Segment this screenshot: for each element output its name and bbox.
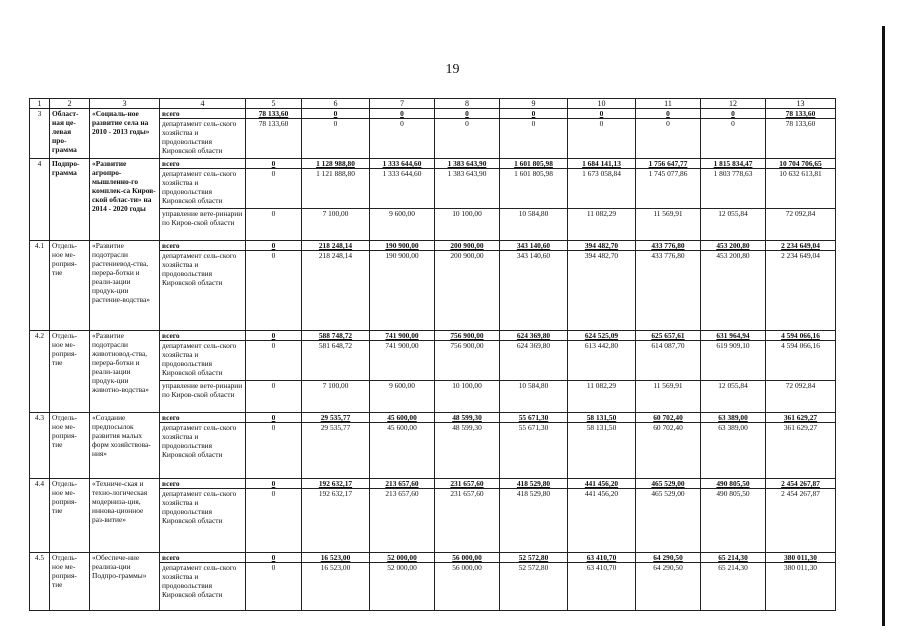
value-cell: 10 704 706,65 (766, 159, 836, 169)
executor-cell: департамент сель-ского хозяйства и продовольствия Кировской области (160, 489, 246, 553)
value-cell: 361 629,27 (766, 413, 836, 423)
row-number: 4 (30, 159, 50, 241)
value-cell: 231 657,60 (435, 479, 500, 489)
value-cell: 1 745 077,86 (636, 169, 701, 209)
value-cell: 213 657,60 (370, 479, 435, 489)
value-cell: 45 600,00 (370, 423, 435, 479)
row-status: Отдель-ное ме-роприя-тие (50, 331, 90, 413)
header-cell: 7 (370, 99, 435, 109)
executor-cell: департамент сель-ского хозяйства и продовольствия Кировской области (160, 423, 246, 479)
value-cell: 380 011,30 (766, 553, 836, 563)
value-cell: 231 657,60 (435, 489, 500, 553)
value-cell: 0 (370, 109, 435, 119)
table-row (30, 159, 836, 169)
executor-cell: департамент сель-ского хозяйства и продовольствия Кировской области (160, 119, 246, 159)
value-cell: 581 648,72 (302, 341, 370, 381)
value-cell: 10 632 613,81 (766, 169, 836, 209)
value-cell: 78 133,60 (766, 109, 836, 119)
value-cell: 200 900,00 (435, 251, 500, 331)
value-cell: 1 601 805,98 (500, 159, 568, 169)
value-cell: 218 248,14 (302, 251, 370, 331)
table-row (30, 553, 836, 563)
value-cell: 343 140,60 (500, 241, 568, 251)
row-number: 4.3 (30, 413, 50, 479)
value-cell: 218 248,14 (302, 241, 370, 251)
value-cell: 58 131,50 (568, 413, 636, 423)
value-cell: 1 383 643,90 (435, 169, 500, 209)
value-cell: 78 133,60 (246, 109, 302, 119)
value-cell: 0 (568, 109, 636, 119)
value-cell: 48 599,30 (435, 423, 500, 479)
value-cell: 63 389,00 (701, 423, 766, 479)
row-status: Отдель-ное ме-роприя-тие (50, 241, 90, 331)
value-cell: 63 410,70 (568, 563, 636, 611)
value-cell: 55 671,30 (500, 423, 568, 479)
value-cell: 29 535,77 (302, 423, 370, 479)
value-cell: 0 (636, 119, 701, 159)
value-cell: 0 (246, 341, 302, 381)
value-cell: 613 442,80 (568, 341, 636, 381)
value-cell: 343 140,60 (500, 251, 568, 331)
value-cell: 1 803 778,63 (701, 169, 766, 209)
value-cell: 441 456,20 (568, 479, 636, 489)
value-cell: 588 748,72 (302, 331, 370, 341)
executor-cell: департамент сель-ского хозяйства и продовольствия Кировской области (160, 169, 246, 209)
value-cell: 11 082,29 (568, 381, 636, 413)
value-cell: 1 121 888,80 (302, 169, 370, 209)
value-cell: 11 569,91 (636, 381, 701, 413)
table-row (30, 241, 836, 251)
header-cell: 10 (568, 99, 636, 109)
row-status: Отдель-ное ме-роприя-тие (50, 413, 90, 479)
header-cell: 6 (302, 99, 370, 109)
header-cell: 8 (435, 99, 500, 109)
row-number: 4.1 (30, 241, 50, 331)
value-cell: 0 (302, 109, 370, 119)
executor-cell: департамент сель-ского хозяйства и продовольствия Кировской области (160, 251, 246, 331)
row-number: 4.5 (30, 553, 50, 611)
value-cell: 1 673 058,84 (568, 169, 636, 209)
value-cell: 10 584,80 (500, 209, 568, 241)
row-status: Подпро-грамма (50, 159, 90, 241)
value-cell: 0 (701, 109, 766, 119)
value-cell: 361 629,27 (766, 423, 836, 479)
value-cell: 0 (701, 119, 766, 159)
header-cell: 3 (90, 99, 160, 109)
value-cell: 0 (246, 381, 302, 413)
value-cell: 453 200,80 (701, 251, 766, 331)
value-cell: 190 900,00 (370, 241, 435, 251)
value-cell: 60 702,40 (636, 413, 701, 423)
value-cell: 741 900,00 (370, 331, 435, 341)
row-name: «Развитие подотрасли животновод-ства, перера-ботки и реали-зации продук-ции животно-водства» (90, 331, 160, 413)
value-cell: 200 900,00 (435, 241, 500, 251)
value-cell: 1 333 644,60 (370, 159, 435, 169)
value-cell: 0 (246, 331, 302, 341)
header-cell: 12 (701, 99, 766, 109)
value-cell: 48 599,30 (435, 413, 500, 423)
value-cell: 0 (435, 109, 500, 119)
executor-cell: департамент сель-ского хозяйства и продовольствия Кировской области (160, 563, 246, 611)
executor-cell: всего (160, 159, 246, 169)
value-cell: 0 (246, 159, 302, 169)
value-cell: 78 133,60 (766, 119, 836, 159)
value-cell: 16 523,00 (302, 563, 370, 611)
value-cell: 10 100,00 (435, 209, 500, 241)
header-cell: 5 (246, 99, 302, 109)
value-cell: 12 055,84 (701, 381, 766, 413)
value-cell: 10 100,00 (435, 381, 500, 413)
row-number: 3 (30, 109, 50, 159)
value-cell: 29 535,77 (302, 413, 370, 423)
row-name: «Обеспече-ние реализа-ции Подпро-граммы» (90, 553, 160, 611)
value-cell: 52 572,80 (500, 563, 568, 611)
value-cell: 465 529,00 (636, 479, 701, 489)
value-cell: 453 200,80 (701, 241, 766, 251)
value-cell: 1 815 834,47 (701, 159, 766, 169)
value-cell: 614 087,70 (636, 341, 701, 381)
executor-cell: всего (160, 241, 246, 251)
header-cell: 9 (500, 99, 568, 109)
value-cell: 65 214,30 (701, 553, 766, 563)
value-cell: 0 (302, 119, 370, 159)
executor-cell: управление вете-ринарии по Киров-ской области (160, 381, 246, 413)
row-status: Отдель-ное ме-роприя-тие (50, 553, 90, 611)
table-row (30, 331, 836, 341)
value-cell: 2 234 649,04 (766, 241, 836, 251)
executor-cell: всего (160, 479, 246, 489)
value-cell: 624 369,80 (500, 341, 568, 381)
header-row (30, 99, 836, 109)
header-cell: 4 (160, 99, 246, 109)
value-cell: 0 (246, 563, 302, 611)
value-cell: 631 964,94 (701, 331, 766, 341)
row-name: «Социаль-ное развитие села на 2010 - 2013 годы» (90, 109, 160, 159)
value-cell: 0 (370, 119, 435, 159)
value-cell: 64 290,50 (636, 553, 701, 563)
value-cell: 2 454 267,87 (766, 479, 836, 489)
value-cell: 0 (246, 209, 302, 241)
value-cell: 78 133,60 (246, 119, 302, 159)
value-cell: 1 333 644,60 (370, 169, 435, 209)
value-cell: 56 000,00 (435, 553, 500, 563)
header-cell: 11 (636, 99, 701, 109)
value-cell: 4 594 066,16 (766, 331, 836, 341)
row-name: «Создание предпосылок развития малых форм хозяйствова-ния» (90, 413, 160, 479)
header-cell: 13 (766, 99, 836, 109)
executor-cell: всего (160, 553, 246, 563)
value-cell: 72 092,84 (766, 209, 836, 241)
executor-cell: департамент сель-ского хозяйства и продовольствия Кировской области (160, 341, 246, 381)
value-cell: 1 601 805,98 (500, 169, 568, 209)
row-name: «Техниче-ская и техно-логическая модерниза-ция, иннова-ционное раз-витие» (90, 479, 160, 553)
value-cell: 465 529,00 (636, 489, 701, 553)
row-status: Област-ная це-левая про-грамма (50, 109, 90, 159)
value-cell: 441 456,20 (568, 489, 636, 553)
value-cell: 394 482,70 (568, 241, 636, 251)
value-cell: 625 657,61 (636, 331, 701, 341)
value-cell: 619 909,10 (701, 341, 766, 381)
value-cell: 490 805,50 (701, 489, 766, 553)
header-cell: 2 (50, 99, 90, 109)
table-row (30, 109, 836, 119)
value-cell: 9 600,00 (370, 209, 435, 241)
value-cell: 192 632,17 (302, 489, 370, 553)
executor-cell: всего (160, 331, 246, 341)
value-cell: 0 (246, 489, 302, 553)
value-cell: 7 100,00 (302, 209, 370, 241)
value-cell: 45 600,00 (370, 413, 435, 423)
value-cell: 72 092,84 (766, 381, 836, 413)
value-cell: 58 131,50 (568, 423, 636, 479)
value-cell: 433 776,80 (636, 241, 701, 251)
value-cell: 63 389,00 (701, 413, 766, 423)
value-cell: 1 383 643,90 (435, 159, 500, 169)
value-cell: 756 900,00 (435, 341, 500, 381)
value-cell: 418 529,80 (500, 489, 568, 553)
value-cell: 0 (246, 251, 302, 331)
value-cell: 0 (246, 169, 302, 209)
value-cell: 0 (246, 553, 302, 563)
value-cell: 10 584,80 (500, 381, 568, 413)
value-cell: 741 900,00 (370, 341, 435, 381)
value-cell: 0 (636, 109, 701, 119)
value-cell: 192 632,17 (302, 479, 370, 489)
value-cell: 490 805,50 (701, 479, 766, 489)
value-cell: 0 (500, 119, 568, 159)
value-cell: 418 529,80 (500, 479, 568, 489)
executor-cell: всего (160, 109, 246, 119)
value-cell: 2 234 649,04 (766, 251, 836, 331)
row-status: Отдель-ное ме-роприя-тие (50, 479, 90, 553)
row-name: «Развитие агропро-мышленно-го комплек-са Киров-ской облас-ти» на 2014 - 2020 годы (90, 159, 160, 241)
value-cell: 7 100,00 (302, 381, 370, 413)
value-cell: 1 684 141,13 (568, 159, 636, 169)
header-cell: 1 (30, 99, 50, 109)
table-row (30, 413, 836, 423)
executor-cell: всего (160, 413, 246, 423)
value-cell: 1 756 647,77 (636, 159, 701, 169)
value-cell: 11 569,91 (636, 209, 701, 241)
budget-table (29, 98, 836, 611)
value-cell: 52 572,80 (500, 553, 568, 563)
value-cell: 624 369,80 (500, 331, 568, 341)
value-cell: 624 525,09 (568, 331, 636, 341)
value-cell: 11 082,29 (568, 209, 636, 241)
row-number: 4.2 (30, 331, 50, 413)
value-cell: 52 000,00 (370, 563, 435, 611)
value-cell: 56 000,00 (435, 563, 500, 611)
value-cell: 2 454 267,87 (766, 489, 836, 553)
value-cell: 52 000,00 (370, 553, 435, 563)
value-cell: 394 482,70 (568, 251, 636, 331)
value-cell: 12 055,84 (701, 209, 766, 241)
value-cell: 190 900,00 (370, 251, 435, 331)
value-cell: 64 290,50 (636, 563, 701, 611)
value-cell: 0 (246, 423, 302, 479)
value-cell: 60 702,40 (636, 423, 701, 479)
value-cell: 1 128 988,80 (302, 159, 370, 169)
value-cell: 380 011,30 (766, 563, 836, 611)
executor-cell: управление вете-ринарии по Киров-ской области (160, 209, 246, 241)
value-cell: 0 (568, 119, 636, 159)
row-name: «Развитие подотрасли растениевод-ства, перера-ботки и реали-зации продук-ции растение-водства» (90, 241, 160, 331)
value-cell: 756 900,00 (435, 331, 500, 341)
value-cell: 55 671,30 (500, 413, 568, 423)
value-cell: 0 (246, 241, 302, 251)
binding-edge-line (882, 26, 885, 626)
table-row (30, 479, 836, 489)
value-cell: 0 (246, 413, 302, 423)
value-cell: 213 657,60 (370, 489, 435, 553)
value-cell: 0 (246, 479, 302, 489)
value-cell: 9 600,00 (370, 381, 435, 413)
value-cell: 4 594 066,16 (766, 341, 836, 381)
value-cell: 433 776,80 (636, 251, 701, 331)
value-cell: 63 410,70 (568, 553, 636, 563)
value-cell: 0 (435, 119, 500, 159)
row-number: 4.4 (30, 479, 50, 553)
value-cell: 65 214,30 (701, 563, 766, 611)
page-number: 19 (445, 62, 460, 77)
value-cell: 0 (500, 109, 568, 119)
value-cell: 16 523,00 (302, 553, 370, 563)
